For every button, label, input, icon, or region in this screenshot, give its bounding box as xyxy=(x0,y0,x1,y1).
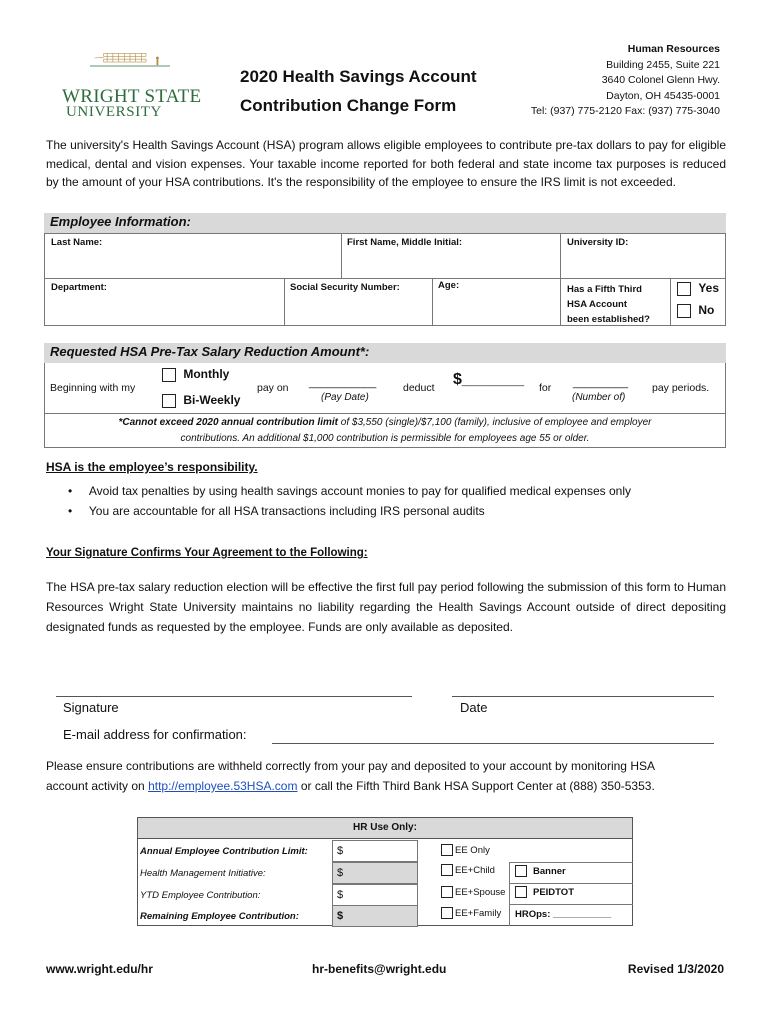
beginning-label: Beginning with my xyxy=(50,382,136,394)
hr-dollar-4[interactable]: $ xyxy=(332,905,418,927)
limit-note-bold: *Cannot exceed 2020 annual contribution limit xyxy=(118,417,338,428)
first-name-field[interactable]: First Name, Middle Initial: xyxy=(347,237,463,248)
fifth-third-question xyxy=(567,282,650,327)
no-option[interactable] xyxy=(677,303,714,318)
ee-spouse-label: EE+Spouse xyxy=(455,886,506,898)
hr-street: 3640 Colonel Glenn Hwy. xyxy=(601,74,720,86)
yes-option[interactable] xyxy=(677,281,719,296)
last-name-field[interactable]: Last Name: xyxy=(51,237,103,248)
monthly-option[interactable] xyxy=(162,367,229,382)
department-field[interactable]: Department: xyxy=(51,282,107,293)
ee-family-checkbox[interactable] xyxy=(441,907,453,919)
biweekly-option[interactable] xyxy=(162,393,240,408)
hr-row-label-2: Health Management Initiative: xyxy=(140,868,266,879)
limit-note-line1 xyxy=(45,415,725,431)
ee-child-label: EE+Child xyxy=(455,864,495,876)
contribution-limit-note xyxy=(44,413,726,448)
monthly-checkbox[interactable] xyxy=(162,368,176,382)
banner-label: Banner xyxy=(533,865,566,877)
limit-note-line2: contributions. An additional $1,000 contribution is permissible for employees age 55 or older. xyxy=(180,433,590,444)
fifth-third-line2: HSA Account xyxy=(567,299,627,310)
peidtot-option[interactable] xyxy=(515,886,574,898)
ensure-line2-post: or call the Fifth Third Bank HSA Support Center at (888) 350-5353. xyxy=(297,779,655,793)
limit-note-rest: of $3,550 (single)/$7,100 (family), inclusive of employee and employer xyxy=(338,417,652,428)
form-title-line2: Contribution Change Form xyxy=(240,96,457,115)
ee-spouse-checkbox[interactable] xyxy=(441,886,453,898)
ee-only-checkbox[interactable] xyxy=(441,844,453,856)
wright-state-logo xyxy=(60,50,200,90)
ee-family-label: EE+Family xyxy=(455,907,502,919)
form-title-line1: 2020 Health Savings Account xyxy=(240,67,477,86)
hr-building: Building 2455, Suite 221 xyxy=(606,58,720,71)
employee-info-box xyxy=(44,233,726,326)
amount-heading: Requested HSA Pre-Tax Salary Reduction Amount*: xyxy=(44,343,726,363)
deduct-label: deduct xyxy=(403,382,435,394)
university-id-field[interactable]: University ID: xyxy=(567,237,629,248)
intro-paragraph: The university's Health Savings Account (HSA) program allows eligible employees to contribute pre-tax dollars to pay for eligible medical, dental and vision expenses. Your taxable income reported for both federal and state income tax purposes is reduced by the amount of your HSA contributions. It's the responsibility of the employee to ensure the IRS limit is not exceeded. xyxy=(46,138,726,189)
hsa-link[interactable]: http://employee.53HSA.com xyxy=(148,779,298,793)
hr-dollar-2[interactable]: $ xyxy=(332,862,418,884)
email-line[interactable] xyxy=(272,743,714,744)
hr-row-label-1: Annual Employee Contribution Limit: xyxy=(140,846,308,857)
ee-child-checkbox[interactable] xyxy=(441,864,453,876)
responsibility-heading: HSA is the employee’s responsibility. xyxy=(46,460,258,474)
peidtot-label: PEIDTOT xyxy=(533,886,574,898)
number-field[interactable]: _________ xyxy=(573,377,629,389)
pay-date-field[interactable]: ___________ xyxy=(309,377,377,389)
ee-only-option[interactable] xyxy=(441,844,490,856)
hr-phone: Tel: (937) 775-2120 Fax: (937) 775-3040 xyxy=(530,105,720,117)
agreement-paragraph: The HSA pre-tax salary reduction election will be effective the first full pay period following the submission of this form to Human Resources Wright State University maintains no liability regarding the Health Savings Account outside of direct depositing designated funds as requested by the employee. Funds are only available as deposited. xyxy=(46,580,726,634)
pay-date-caption: (Pay Date) xyxy=(321,392,369,403)
hr-row-label-4: Remaining Employee Contribution: xyxy=(140,911,299,922)
hr-dollar-1[interactable]: $ xyxy=(332,840,418,862)
footer-email[interactable]: hr-benefits@wright.edu xyxy=(312,962,447,976)
bullet-text-2: You are accountable for all HSA transactions including IRS personal audits xyxy=(88,504,485,518)
logo-wordmark-line1: WRIGHT STATE xyxy=(62,86,202,107)
ee-only-label: EE Only xyxy=(455,844,490,856)
no-checkbox[interactable] xyxy=(677,304,691,318)
employee-info-heading: Employee Information: xyxy=(44,213,726,233)
logo-wordmark-line2: UNIVERSITY xyxy=(66,104,162,120)
biweekly-checkbox[interactable] xyxy=(162,394,176,408)
ensure-paragraph xyxy=(46,756,736,796)
list-item: • You are accountable for all HSA transactions including IRS personal audits xyxy=(68,504,485,518)
bullet-list xyxy=(68,484,631,518)
yes-label: Yes xyxy=(698,281,720,295)
ee-spouse-option[interactable] xyxy=(441,886,505,898)
signature-line[interactable] xyxy=(56,696,412,697)
hrops-field[interactable]: HROps: ___________ xyxy=(515,909,612,920)
signature-label: Signature xyxy=(63,700,119,715)
age-field[interactable]: Age: xyxy=(438,280,460,291)
footer-website[interactable]: www.wright.edu/hr xyxy=(46,962,153,976)
date-line[interactable] xyxy=(452,696,714,697)
ensure-line1: Please ensure contributions are withheld correctly from your pay and deposited to your account by monitoring HSA xyxy=(46,759,655,773)
amount-field[interactable]: $_______ xyxy=(453,371,525,388)
hr-use-table xyxy=(137,817,633,926)
yes-checkbox[interactable] xyxy=(677,282,691,296)
hr-city: Dayton, OH 45435-0001 xyxy=(606,89,720,102)
ssn-field[interactable]: Social Security Number: xyxy=(290,282,400,293)
biweekly-label: Bi-Weekly xyxy=(183,393,241,407)
footer-revised: Revised 1/3/2020 xyxy=(627,962,724,976)
email-label: E-mail address for confirmation: xyxy=(63,727,247,742)
list-item: • Avoid tax penalties by using health savings account monies to pay for qualified medical expenses only xyxy=(68,484,631,498)
pay-periods-label: pay periods. xyxy=(652,382,710,394)
amount-box xyxy=(44,363,726,414)
hr-dollar-3[interactable]: $ xyxy=(332,884,418,906)
number-caption: (Number of) xyxy=(572,392,626,403)
fifth-third-line1: Has a Fifth Third xyxy=(567,284,642,295)
date-label: Date xyxy=(460,700,488,715)
hr-name: Human Resources xyxy=(627,43,720,55)
bullet-text-1: Avoid tax penalties by using health savings account monies to pay for qualified medical expenses only xyxy=(88,484,631,498)
hr-use-title: HR Use Only: xyxy=(138,818,632,839)
for-label: for xyxy=(539,382,552,394)
pay-on-label: pay on xyxy=(257,382,289,394)
ee-child-option[interactable] xyxy=(441,864,495,876)
ee-family-option[interactable] xyxy=(441,907,501,919)
hr-row-label-3: YTD Employee Contribution: xyxy=(140,890,261,901)
peidtot-checkbox[interactable] xyxy=(515,886,527,898)
banner-option[interactable] xyxy=(515,865,566,877)
no-label: No xyxy=(698,303,715,317)
banner-checkbox[interactable] xyxy=(515,865,527,877)
agreement-heading: Your Signature Confirms Your Agreement to the Following: xyxy=(46,547,368,559)
hr-address-block xyxy=(531,42,720,120)
fifth-third-line3: been established? xyxy=(567,314,650,325)
monthly-label: Monthly xyxy=(183,367,230,381)
ensure-line2 xyxy=(46,776,736,796)
ensure-line2-pre: account activity on xyxy=(46,779,149,793)
